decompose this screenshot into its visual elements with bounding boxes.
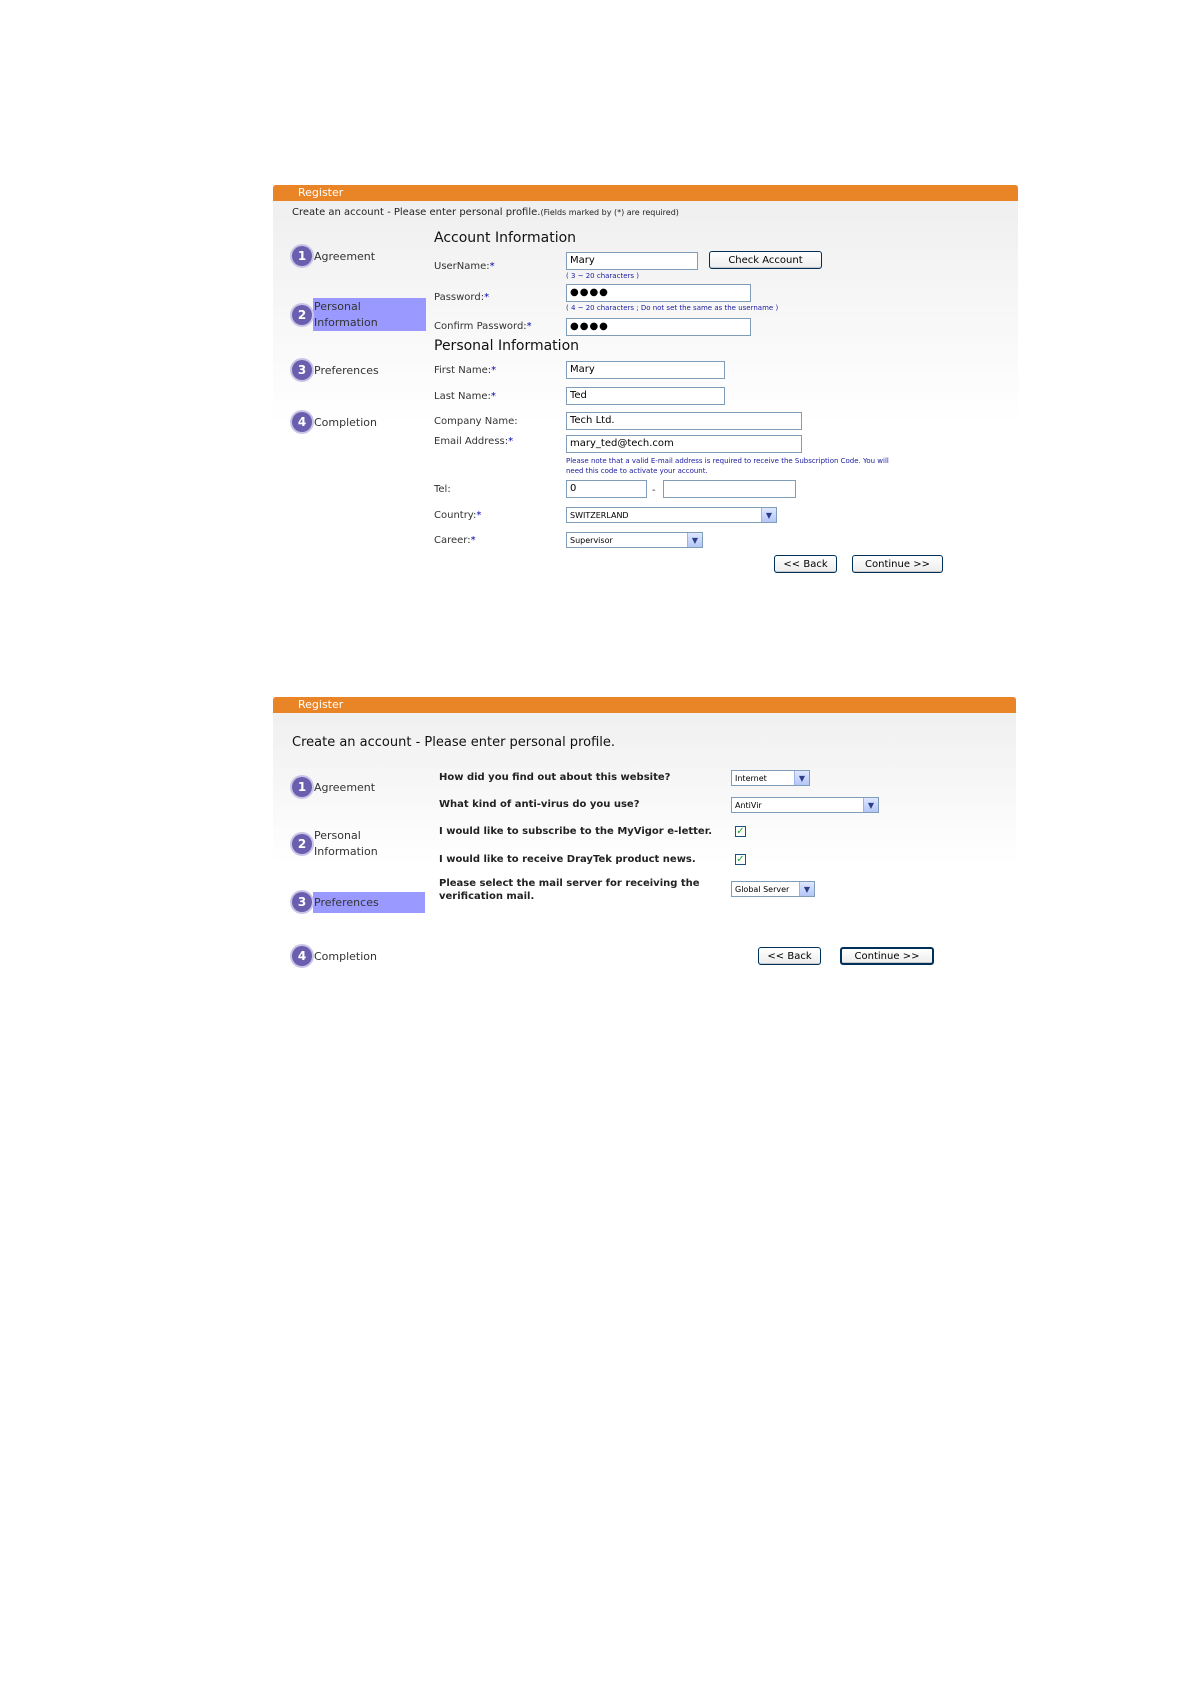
first-name-label: First Name:* — [434, 365, 497, 376]
last-name-input[interactable]: Ted — [566, 387, 725, 405]
required-note: (Fields marked by (*) are required) — [540, 208, 679, 217]
country-label: Country:* — [434, 510, 482, 521]
find-website-question: How did you find out about this website? — [439, 772, 671, 783]
intro-text: Create an account - Please enter personal profile.(Fields marked by (*) are required) — [292, 207, 679, 218]
username-input[interactable]: Mary — [566, 252, 698, 270]
register-title: Register — [298, 186, 344, 199]
step-number-icon: 4 — [292, 412, 312, 432]
step-number-icon: 4 — [292, 946, 312, 966]
subscribe-question: I would like to subscribe to the MyVigor e-letter. — [439, 826, 713, 837]
password-hint: ( 4 ~ 20 characters ; Do not set the same as the username ) — [566, 304, 779, 312]
step-number-icon: 2 — [292, 305, 312, 325]
chevron-down-icon: ▼ — [687, 533, 702, 547]
password-input[interactable]: ●●●● — [566, 284, 751, 302]
tel-number-input[interactable] — [663, 480, 796, 498]
step-label: Completion — [314, 949, 378, 963]
email-note: Please note that a valid E-mail address is required to receive the Subscription Code. You will need this code to activate your account. — [566, 457, 889, 475]
account-information-heading: Account Information — [434, 230, 577, 246]
product-news-question: I would like to receive DrayTek product news. — [439, 854, 696, 865]
step-label: Agreement — [314, 780, 376, 794]
email-address-label: Email Address:* — [434, 436, 514, 447]
career-select[interactable]: Supervisor ▼ — [566, 532, 703, 548]
step-label: Completion — [314, 415, 378, 429]
register-title: Register — [298, 698, 344, 711]
chevron-down-icon: ▼ — [863, 798, 878, 812]
chevron-down-icon: ▼ — [761, 508, 776, 522]
step-number-icon: 3 — [292, 892, 312, 912]
subscribe-checkbox[interactable]: ✓ — [736, 826, 745, 837]
username-hint: ( 3 ~ 20 characters ) — [566, 272, 639, 280]
step-number-icon: 1 — [292, 777, 312, 797]
company-name-input[interactable]: Tech Ltd. — [566, 412, 802, 430]
step-preferences[interactable] — [292, 360, 379, 380]
step-agreement[interactable] — [292, 246, 375, 266]
step-label: Personal Information — [314, 829, 378, 858]
step-number-icon: 3 — [292, 360, 312, 380]
first-name-input[interactable]: Mary — [566, 361, 725, 379]
tel-separator: - — [652, 485, 656, 496]
mail-server-question: Please select the mail server for receiving the verification mail. — [439, 878, 700, 902]
check-account-button[interactable]: Check Account — [709, 251, 822, 269]
step-label: Agreement — [314, 249, 376, 263]
back-button[interactable]: << Back — [774, 555, 837, 573]
step-label: Preferences — [314, 895, 379, 909]
chevron-down-icon: ▼ — [794, 771, 809, 785]
personal-information-heading: Personal Information — [434, 338, 580, 354]
intro-text: Create an account - Please enter personal profile. — [292, 735, 616, 750]
email-address-input[interactable]: mary_ted@tech.com — [566, 435, 802, 453]
step-number-icon: 1 — [292, 246, 312, 266]
continue-button[interactable]: Continue >> — [840, 947, 934, 965]
register-panel-preferences — [273, 697, 1016, 977]
register-titlebar — [273, 697, 1016, 713]
register-panel-personal — [273, 185, 1018, 585]
mail-server-select[interactable]: Global Server ▼ — [731, 881, 815, 897]
tel-area-input[interactable]: 0 — [566, 480, 647, 498]
country-select[interactable]: SWITZERLAND ▼ — [566, 507, 777, 523]
antivirus-select[interactable]: AntiVir ▼ — [731, 797, 879, 813]
step-agreement[interactable] — [292, 777, 375, 797]
step-label: Personal Information — [314, 300, 378, 329]
antivirus-question: What kind of anti-virus do you use? — [439, 799, 640, 810]
continue-button[interactable]: Continue >> — [852, 555, 943, 573]
product-news-checkbox[interactable]: ✓ — [736, 854, 745, 865]
chevron-down-icon: ▼ — [799, 882, 814, 896]
tel-label: Tel: — [434, 484, 451, 495]
step-number-icon: 2 — [292, 834, 312, 854]
register-titlebar — [273, 185, 1018, 201]
last-name-label: Last Name:* — [434, 391, 496, 402]
step-personal-information[interactable] — [292, 299, 394, 331]
find-website-select[interactable]: Internet ▼ — [731, 770, 810, 786]
confirm-password-input[interactable]: ●●●● — [566, 318, 751, 336]
username-label: UserName:* — [434, 261, 495, 272]
confirm-password-label: Confirm Password:* — [434, 321, 532, 332]
password-label: Password:* — [434, 292, 490, 303]
company-name-label: Company Name: — [434, 416, 518, 427]
step-completion[interactable] — [292, 412, 377, 432]
step-personal-information[interactable] — [292, 828, 394, 860]
step-label: Preferences — [314, 363, 379, 377]
step-preferences[interactable] — [292, 892, 379, 912]
career-label: Career:* — [434, 535, 476, 546]
step-completion[interactable] — [292, 946, 377, 966]
back-button[interactable]: << Back — [758, 947, 821, 965]
